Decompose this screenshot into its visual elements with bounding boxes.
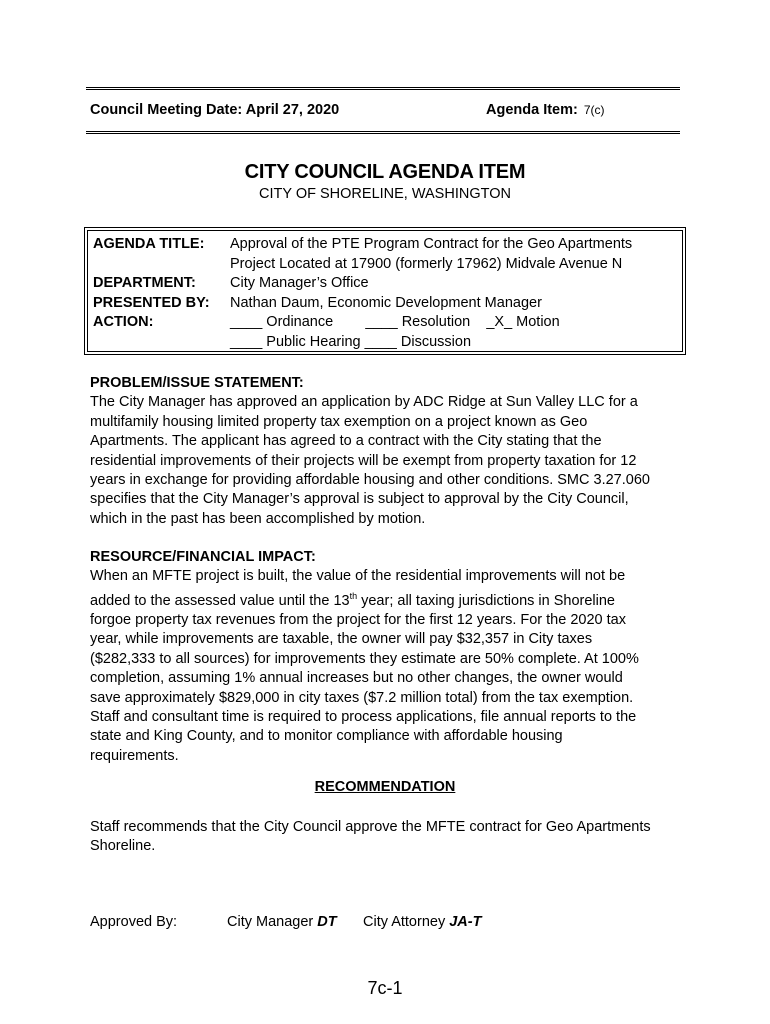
resource-heading: RESOURCE/FINANCIAL IMPACT:	[90, 549, 316, 565]
agenda-title-line1: Approval of the PTE Program Contract for the Geo Apartments	[230, 236, 633, 252]
agenda-item	[486, 102, 605, 118]
action-options-line1: ____ Ordinance ____ Resolution _X_ Motion	[230, 314, 560, 330]
meeting-date: Council Meeting Date: April 27, 2020	[90, 102, 340, 118]
city-manager-approval	[227, 914, 337, 930]
problem-body: The City Manager has approved an application by ADC Ridge at Sun Valley LLC for a multifamily housing limited property tax exemption on a project known as Geo Apartments. The applicant has agreed to a contract with the City stating that the residential improvements of their projects will be exempt from property taxation for 12 years in exchange for providing affordable housing and other conditions. SMC 3.27.060 specifies that the City Manager’s approval is subject to approval by the City Council, which in the past has been accomplished by motion.	[90, 394, 650, 527]
agenda-title-line2: Project Located at 17900 (formerly 17962) Midvale Avenue N	[230, 255, 623, 272]
action-options-line2: ____ Public Hearing ____ Discussion	[230, 333, 472, 350]
problem-section	[90, 374, 686, 529]
header-top-rule	[86, 87, 680, 90]
approved-by-label: Approved By:	[90, 914, 178, 930]
problem-heading: PROBLEM/ISSUE STATEMENT:	[90, 375, 304, 391]
agenda-info-inner	[87, 230, 683, 352]
agenda-item-value: 7(c)	[583, 103, 605, 117]
presented-by-label: PRESENTED BY:	[93, 294, 210, 311]
page-title: CITY COUNCIL AGENDA ITEM	[244, 161, 526, 183]
city-attorney-initials: JA-T	[449, 914, 482, 930]
presented-by-value: Nathan Daum, Economic Development Manager	[230, 294, 542, 311]
city-manager-label: City Manager	[227, 914, 314, 930]
department-label: DEPARTMENT:	[93, 275, 196, 291]
resource-line2-sup: th	[349, 590, 358, 601]
agenda-title-label: AGENDA TITLE:	[93, 236, 205, 252]
header-bottom-rule	[86, 131, 680, 134]
page-number: 7c-1	[367, 978, 403, 998]
resource-line2-b: year; all taxing jurisdictions in Shoreline	[357, 592, 615, 609]
recommendation-heading: RECOMMENDATION	[314, 779, 456, 795]
resource-line2-a: added to the assessed value until the 13	[90, 592, 350, 609]
city-manager-initials: DT	[317, 914, 337, 930]
agenda-info-box	[84, 227, 686, 355]
page-subtitle: CITY OF SHORELINE, WASHINGTON	[259, 186, 511, 202]
resource-section	[90, 548, 686, 766]
department-value: City Manager’s Office	[230, 275, 369, 291]
resource-line2	[90, 587, 686, 611]
resource-body: forgoe property tax revenues from the project for the first 12 years. For the 2020 tax year, while improvements are taxable, the owner will pay $32,357 in City taxes ($282,333 to all sources) for improvements they estimate are 50% complete. At 100% completion, assuming 1% annual increases but no other changes, the owner would save approximately $829,000 in city taxes ($7.2 million total) from the tax exemption. Staff and consultant time is required to process applications, file annual reports to the state and King County, and to monitor compliance with affordable housing requirements.	[90, 612, 639, 764]
agenda-item-label: Agenda Item:	[486, 102, 578, 118]
city-attorney-approval	[363, 914, 481, 930]
action-label: ACTION:	[93, 314, 154, 330]
recommendation-body: Staff recommends that the City Council approve the MFTE contract for Geo Apartments Shoreline.	[90, 819, 651, 855]
city-attorney-label: City Attorney	[363, 914, 446, 930]
meeting-header	[90, 102, 680, 118]
recommendation-section	[90, 818, 686, 857]
resource-line1: When an MFTE project is built, the value of the residential improvements will not be	[90, 568, 626, 585]
